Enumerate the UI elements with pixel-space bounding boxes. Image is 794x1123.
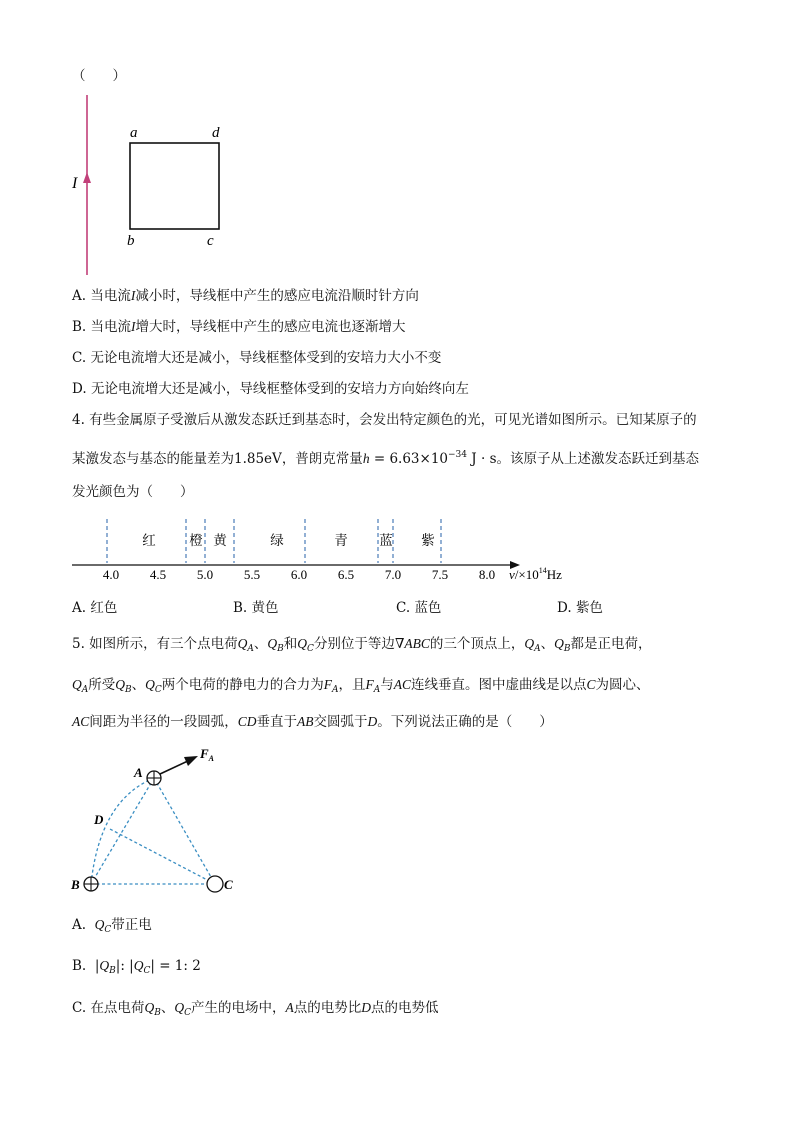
q4-option-b[interactable]: B. 黄色 [233, 600, 279, 616]
color-label-violet: 紫 [421, 533, 435, 548]
tick-label: 6.0 [290, 567, 308, 582]
tick-label: 8.0 [478, 567, 496, 582]
q5-stem-line2: $Q_A$所受$Q_B$、$Q_C$两个电荷的静电力的合力为$F_A$，且$F_A$与AC连线垂直。图中虚曲线是以点C为圆心、 [72, 677, 650, 695]
q4-option-a[interactable]: A. 红色 [72, 600, 118, 616]
current-label: I [72, 175, 78, 192]
vertex-c-label: C [224, 877, 233, 892]
q5-stem-line3: AC间距为半径的一段圆弧，CD垂直于AB交圆弧于D。下列说法正确的是（ ） [72, 714, 553, 730]
q4-option-c[interactable]: C. 蓝色 [396, 600, 442, 616]
q5-option-b[interactable]: B. $|Q_B|$: $|Q_C| = 1$: 2 [72, 958, 201, 976]
q5-option-a[interactable]: A. $Q_C$带正电 [72, 917, 152, 935]
corner-c-label: c [207, 233, 214, 249]
q3-paren: （ ） [72, 68, 126, 84]
force-arrow-icon [184, 756, 198, 766]
corner-a-label: a [130, 125, 138, 141]
tick-label: 7.5 [431, 567, 449, 582]
force-label: $F_A$ [200, 746, 215, 763]
color-label-yellow: 黄 [213, 533, 227, 548]
tick-label: 4.5 [149, 567, 167, 582]
tick-label: 5.0 [196, 567, 214, 582]
q4-stem-line1: 4. 有些金属原子受激后从激发态跃迁到基态时，会发出特定颜色的光，可见光谱如图所示。已知某原子的 [72, 412, 697, 428]
corner-b-label: b [127, 233, 135, 249]
corner-d-label: d [212, 125, 220, 141]
q4-stem-line3: 发光颜色为（ ） [72, 484, 194, 500]
point-d-label: D [94, 812, 104, 827]
side-ab [91, 778, 154, 884]
force-fa-line [160, 760, 190, 774]
color-label-cyan: 青 [334, 533, 348, 548]
q4-stem-line2: 某激发态与基态的能量差为1.85eV，普朗克常量$h = 6.63\times 10^{-34}$ J · s。该原子从上述激发态跃迁到基态 [72, 450, 700, 467]
color-label-red: 红 [142, 533, 156, 548]
tick-label: 7.0 [384, 567, 402, 582]
color-label-blue: 蓝 [379, 533, 393, 548]
tick-label: 5.5 [243, 567, 261, 582]
q3-option-d[interactable]: D. 无论电流增大还是减小，导线框整体受到的安培力方向始终向左 [72, 381, 469, 397]
q5-stem-line1: 5. 如图所示，有三个点电荷$Q_A$、$Q_B$和$Q_C$分别位于等边∇ABC的三个顶点上，$Q_A$、$Q_B$都是正电荷， [72, 636, 652, 654]
vertex-a-label: A [134, 765, 143, 780]
q3-option-a[interactable]: A. 当电流I减小时，导线框中产生的感应电流沿顺时针方向 [72, 288, 419, 304]
tick-label: 6.5 [337, 567, 355, 582]
tick-label: 4.0 [102, 567, 120, 582]
axis-unit-label: $\nu/\times 10^{14}Hz$ [509, 566, 562, 582]
vertex-b-label: B [71, 877, 80, 892]
q5-option-c[interactable]: C. 在点电荷$Q_B$、$Q_C$产生的电场中，A点的电势比D点的电势低 [72, 1000, 439, 1018]
color-label-green: 绿 [270, 533, 284, 548]
color-label-orange: 橙 [189, 533, 203, 548]
q3-option-c[interactable]: C. 无论电流增大还是减小，导线框整体受到的安培力大小不变 [72, 350, 442, 366]
q4-option-d[interactable]: D. 紫色 [557, 600, 603, 616]
q3-option-b[interactable]: B. 当电流I增大时，导线框中产生的感应电流也逐渐增大 [72, 319, 406, 335]
charge-c-icon [207, 876, 223, 892]
